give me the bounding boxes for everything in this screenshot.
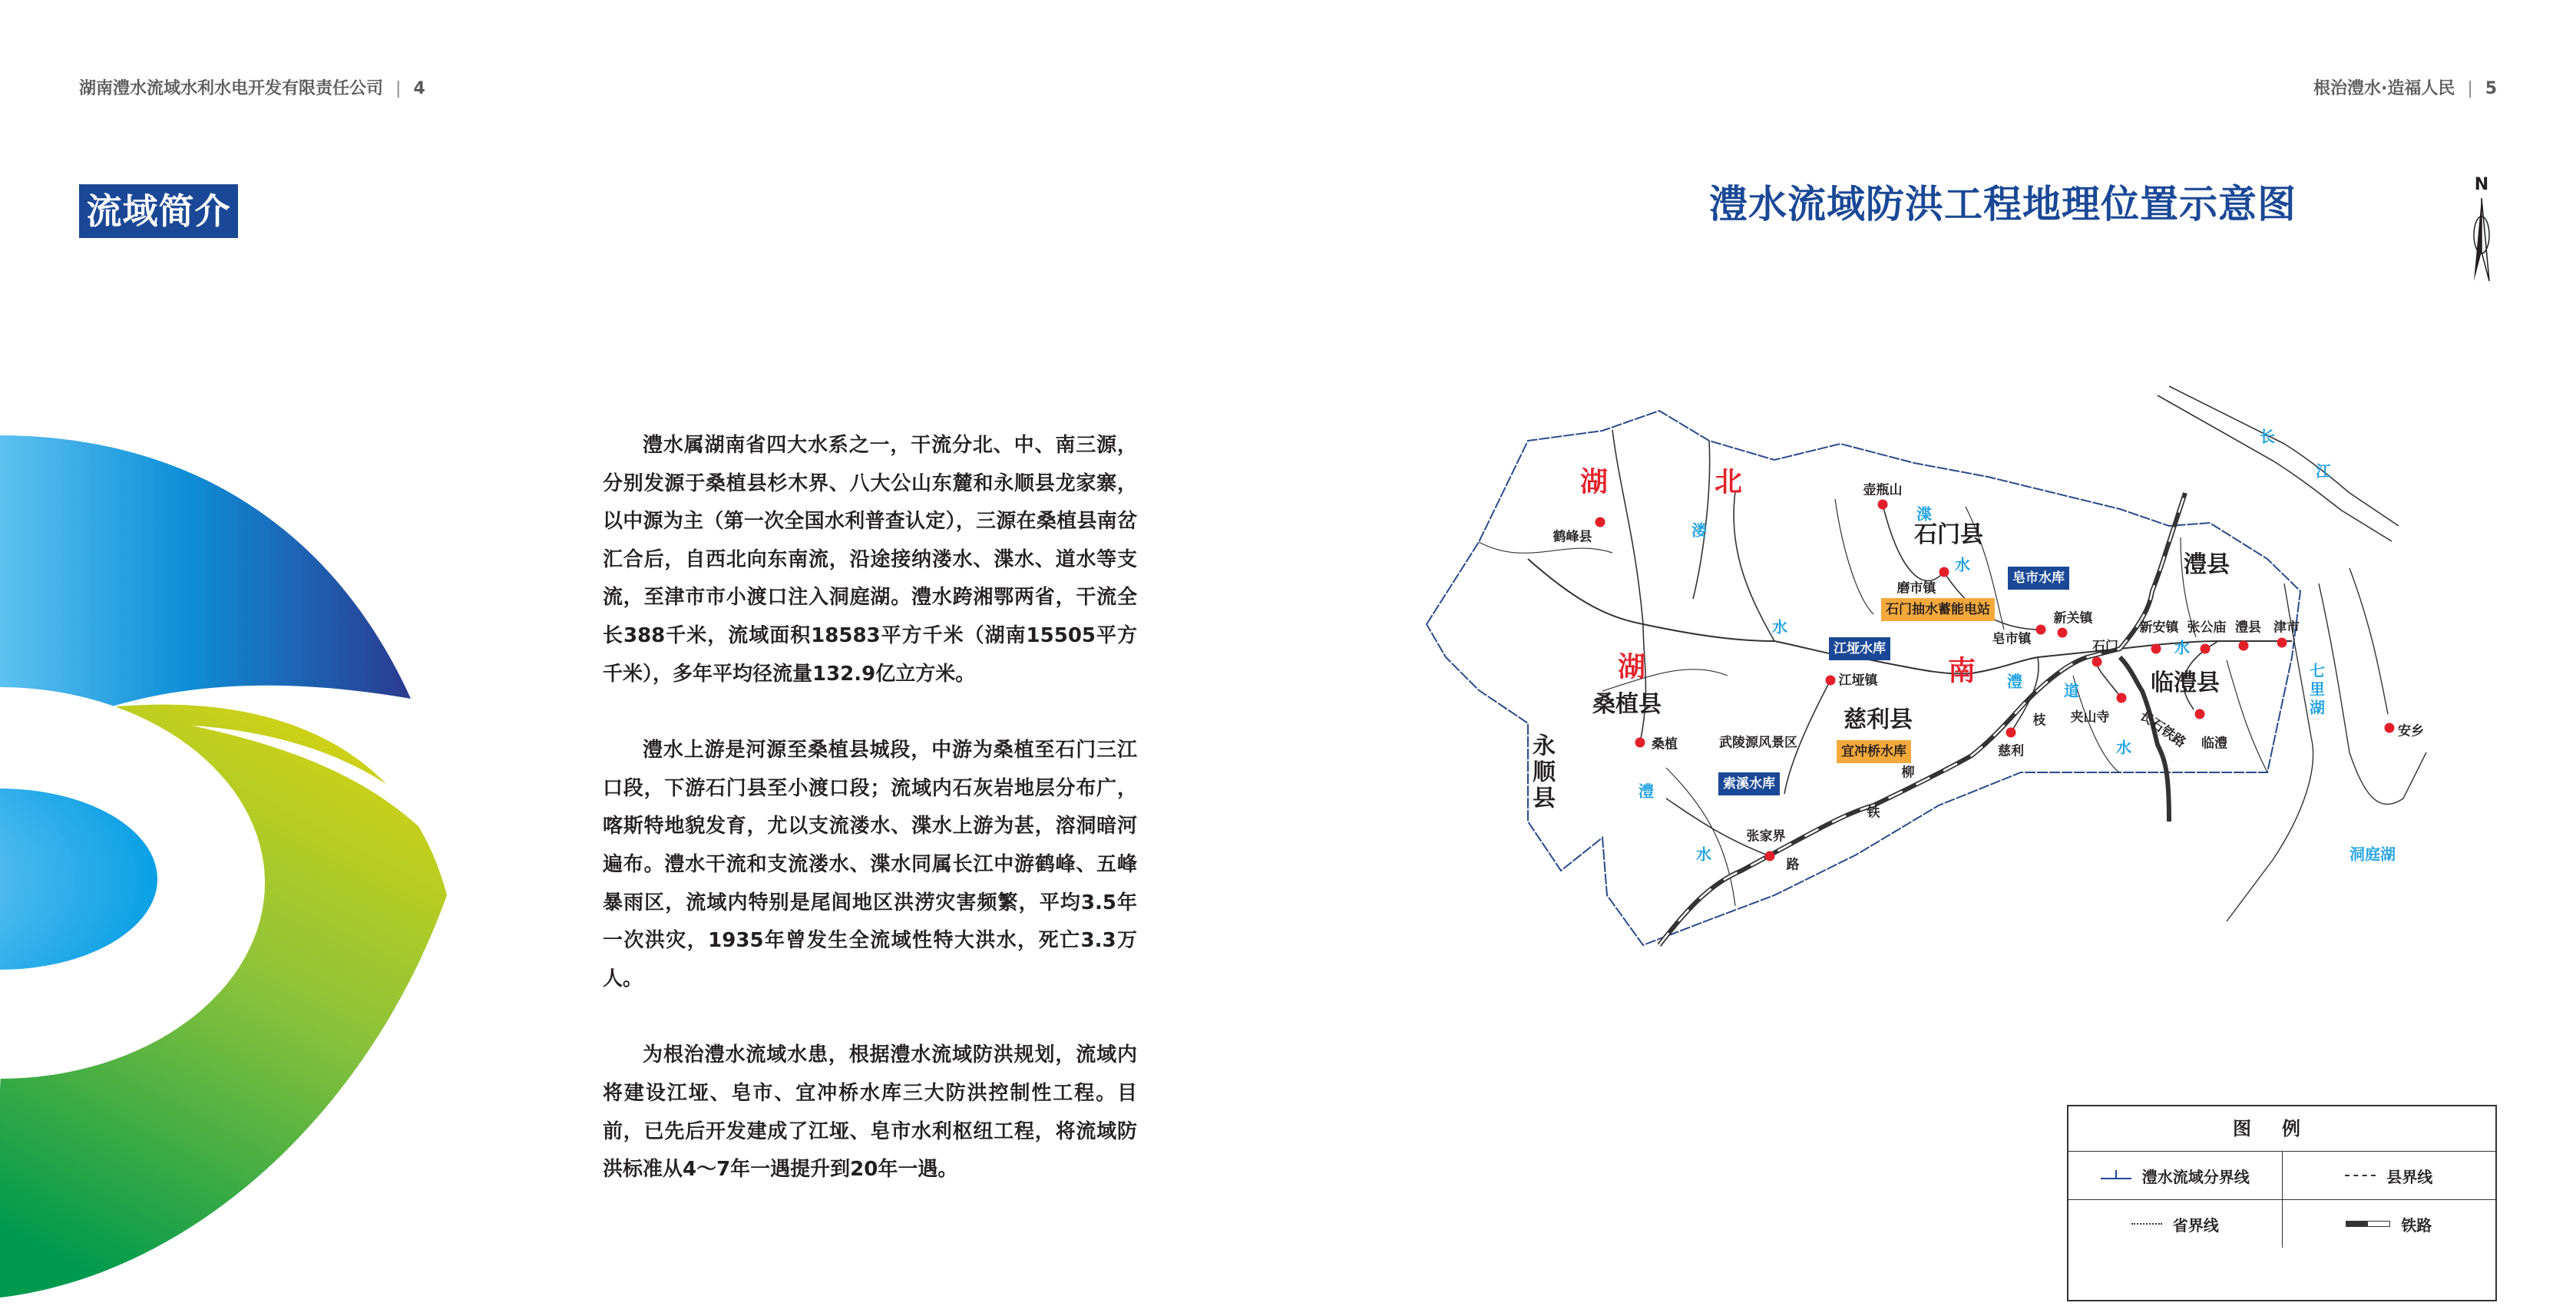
county-label: 澧县: [2184, 551, 2230, 578]
legend-item: [2068, 1200, 2283, 1248]
body-text: [603, 427, 1137, 1228]
town-marker: [1635, 738, 1645, 748]
river-label: 溇: [1691, 521, 1707, 540]
town-label: 新关镇: [2053, 610, 2093, 627]
town-marker: [2385, 723, 2395, 733]
river-label: 水: [1955, 555, 1970, 574]
town-label: 临澧: [2201, 736, 2227, 752]
section-title: 流域简介: [79, 184, 238, 238]
callout-suoxi-reservoir: 索溪水库: [1718, 772, 1780, 795]
railway-label: 路: [1786, 857, 1800, 873]
town-marker: [2151, 644, 2161, 654]
river-label: 江: [2316, 461, 2331, 481]
railway-label: 柳: [1901, 765, 1915, 781]
river-label: 水: [2116, 738, 2131, 757]
town-label: 武陵源风景区: [1719, 735, 1797, 751]
town-label: 壶瓶山: [1863, 482, 1903, 498]
callout-yichongqiao-reservoir: 宜冲桥水库: [1837, 740, 1911, 763]
legend-title: 图例: [2068, 1106, 2495, 1152]
river-label: 水: [1772, 617, 1787, 636]
town-marker: [1596, 517, 1605, 527]
province-boundary-symbol-icon: [2131, 1218, 2162, 1229]
town-label: 澧县: [2235, 620, 2261, 636]
changjiang: [2158, 386, 2399, 541]
river-label: 澧: [2007, 672, 2022, 691]
railway-label: 铁: [1867, 805, 1880, 821]
paragraph: 澧水上游是河源至桑植县城段，中游为桑植至石门三江口段，下游石门县至小渡口段；流域内石灰岩地层分布广，喀斯特地貌发育，尤以支流溇水、渫水上游为甚，溶洞暗河遍布。澧水干流和支流溇水、渫水同属长江中游鹤峰、五峰暴雨区，流域内特别是尾闾地区洪涝灾害频繁，平均3.5年一次洪灾，1935年曾发生全流域性特大洪水，死亡3.3万人。: [603, 739, 1137, 990]
town-marker: [1939, 567, 1949, 577]
north-label: N: [2474, 175, 2489, 194]
legend-label: 澧水流域分界线: [2141, 1167, 2250, 1186]
county-label: 永顺县: [1528, 733, 1555, 812]
right-page-header: [2313, 75, 2497, 99]
railway-label: 长石铁路: [2136, 708, 2189, 751]
river-label: 长: [2260, 427, 2275, 446]
town-label: 皂市镇: [1992, 631, 2032, 647]
county-label: 临澧县: [2151, 670, 2220, 696]
town-marker: [2117, 693, 2127, 703]
town-marker: [2006, 728, 2016, 738]
legend-label: 县界线: [2386, 1167, 2433, 1186]
town-marker: [2201, 644, 2211, 654]
page-number-left: 4: [413, 79, 425, 98]
town-marker: [1878, 500, 1888, 510]
river-label: 水: [1696, 845, 1711, 864]
county-label: 慈利县: [1844, 706, 1913, 733]
header-separator: |: [395, 79, 402, 98]
town-label: 张家界: [1746, 828, 1786, 845]
county-label: 石门县: [1914, 521, 1983, 548]
town-label: 张公庙: [2187, 620, 2227, 636]
river-label: 澧: [1639, 782, 1654, 801]
company-name: 湖南澧水流域水利水电开发有限责任公司: [79, 79, 384, 98]
town-marker: [2036, 625, 2046, 635]
callout-shimen-pumped-storage: 石门抽水蓄能电站: [1881, 598, 1995, 621]
town-label: 桑植: [1652, 736, 1678, 752]
page-number-right: 5: [2485, 79, 2498, 98]
town-marker: [2239, 641, 2249, 651]
town-marker: [1826, 676, 1836, 686]
callout-zaoshi-reservoir: 皂市水库: [2008, 567, 2069, 590]
legend-item: [2068, 1152, 2283, 1199]
town-marker: [2195, 709, 2205, 719]
brand-logo-swoosh: [0, 435, 447, 1298]
town-marker: [2092, 657, 2102, 667]
town-label: 夹山寺: [2070, 709, 2110, 726]
province-label-hunan: 湖: [1617, 651, 1646, 683]
town-label: 石门: [2092, 639, 2118, 655]
province-label-hunan: 南: [1947, 655, 1976, 687]
map-linework: [1427, 386, 2426, 945]
lake-label: 洞庭湖: [2349, 845, 2396, 864]
town-marker: [2277, 638, 2287, 648]
town-label: 慈利: [1998, 743, 2024, 759]
town-label: 安乡: [2398, 723, 2424, 739]
railway-label: 枝: [2032, 713, 2046, 729]
lake-label: 七里湖: [2306, 663, 2326, 718]
railway-symbol-icon: [2346, 1218, 2390, 1229]
map-legend: [2067, 1105, 2497, 1301]
north-arrow-icon: [2463, 175, 2500, 284]
town-label: 鹤峰县: [1553, 529, 1592, 545]
river-label: 渫: [1916, 504, 1932, 524]
town-label: 新安镇: [2139, 620, 2179, 636]
county-boundary-symbol-icon: [2345, 1170, 2376, 1181]
legend-label: 省界线: [2172, 1215, 2219, 1235]
town-label: 江垭镇: [1838, 673, 1878, 689]
town-label: 津市: [2273, 620, 2300, 636]
county-label: 桑植县: [1592, 691, 1662, 718]
paragraph: 澧水属湖南省四大水系之一，干流分北、中、南三源，分别发源于桑植县杉木界、八大公山东麓和永顺县龙家寨，以中源为主（第一次全国水利普查认定），三源在桑植县南岔汇合后，自西北向东南流，沿途接纳溇水、渫水、道水等支流，至津市市小渡口注入洞庭湖。澧水跨湘鄂两省，干流全长388千米，流域面积18583平方千米（湖南15505平方千米），多年平均径流量132.9亿立方米。: [603, 434, 1137, 686]
river-label: 水: [2174, 638, 2190, 657]
river-label: 道: [2064, 681, 2079, 700]
town-label: 磨市镇: [1896, 580, 1936, 597]
town-marker: [2058, 628, 2068, 638]
province-label-hubei: 湖: [1579, 466, 1609, 498]
legend-item: [2283, 1152, 2496, 1199]
callout-jiangya-reservoir: 江垭水库: [1829, 637, 1890, 660]
left-page-header: [79, 75, 425, 99]
map-title: 澧水流域防洪工程地理位置示意图: [1709, 182, 2297, 226]
legend-item: [2283, 1200, 2496, 1248]
basin-boundary-symbol-icon: [2101, 1170, 2131, 1181]
province-label-hubei: 北: [1714, 466, 1743, 498]
town-marker: [1765, 851, 1775, 861]
header-separator: |: [2467, 79, 2473, 98]
legend-label: 铁路: [2401, 1215, 2432, 1235]
slogan: 根治澧水·造福人民: [2313, 79, 2455, 98]
paragraph: 为根治澧水流域水患，根据澧水流域防洪规划，流域内将建设江垭、皂市、宜冲桥水库三大防洪控制性工程。目前，已先后开发建成了江垭、皂市水利枢纽工程，将流域防洪标准从4～7年一遇提升到20年一遇。: [603, 1043, 1137, 1182]
